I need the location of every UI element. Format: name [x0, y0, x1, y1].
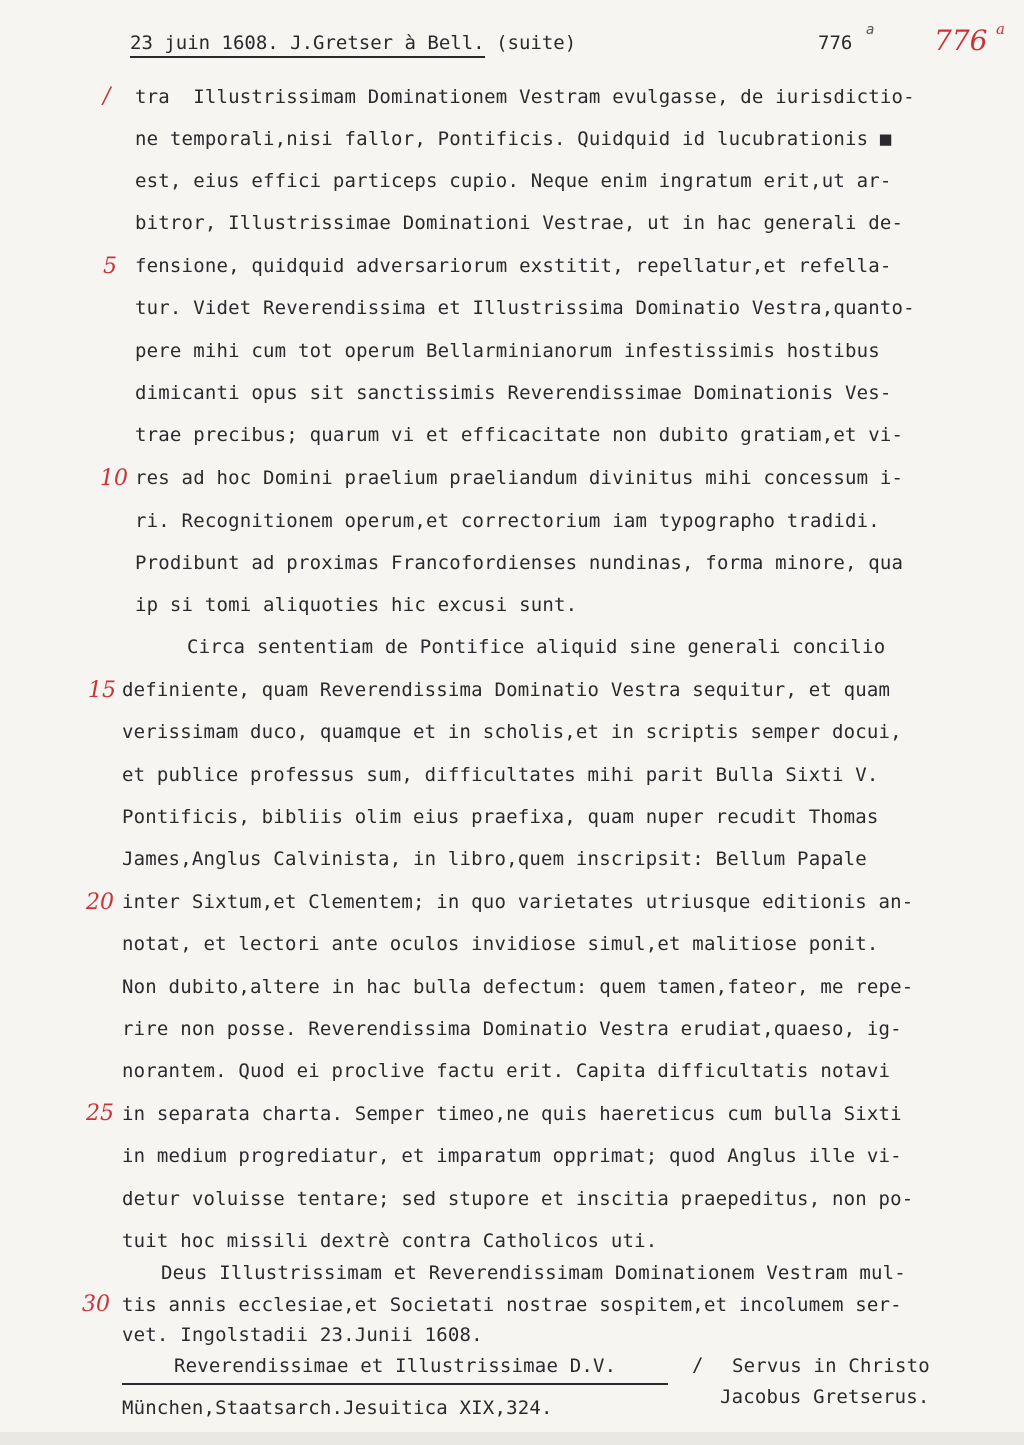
page-bottom-edge: [0, 1432, 1024, 1445]
text-line-20: inter Sixtum,et Clementem; in quo varietates utriusque editionis an-: [122, 891, 914, 913]
text-line-31: vet. Ingolstadii 23.Junii 1608.: [122, 1324, 483, 1346]
footer-source: München,Staatsarch.Jesuitica XIX,324.: [122, 1397, 553, 1419]
text-line-22: Non dubito,altere in hac bulla defectum: quem tamen,fateor, me repe-: [122, 976, 914, 998]
margin-number-10: 10: [100, 466, 128, 491]
text-line-26: in medium progrediatur, et imparatum opprimat; quod Anglus ille vi-: [122, 1145, 902, 1167]
margin-number-15: 15: [88, 678, 116, 703]
text-line-23: rire non posse. Reverendissima Dominatio Vestra erudiat,quaeso, ig-: [122, 1018, 902, 1040]
text-line-7: pere mihi cum tot operum Bellarminianorum infestissimis hostibus: [135, 340, 880, 362]
text-line-11: ri. Recognitionem operum,et correctorium iam typographo tradidi.: [135, 510, 880, 532]
header-title: 23 juin 1608. J.Gretser à Bell.: [130, 32, 485, 58]
margin-number-1: /: [103, 84, 111, 109]
text-line-3: est, eius effici particeps cupio. Neque enim ingratum erit,ut ar-: [135, 170, 892, 192]
text-line-25: in separata charta. Semper timeo,ne quis haereticus cum bulla Sixti: [122, 1103, 902, 1125]
text-line-5: fensione, quidquid adversariorum exstitit, repellatur,et refella-: [135, 255, 892, 277]
text-line-14: Circa sententiam de Pontifice aliquid sine generali concilio: [187, 636, 886, 658]
text-line-29: Deus Illustrissimam et Reverendissimam Dominationem Vestram mul-: [161, 1262, 906, 1284]
handwritten-page-suffix: a: [996, 20, 1005, 38]
text-line-18: Pontificis, bibliis olim eius praefixa, quam nuper recudit Thomas: [122, 806, 879, 828]
text-line-12: Prodibunt ad proximas Francofordienses nundinas, forma minore, qua: [135, 552, 904, 574]
text-line-27: detur voluisse tentare; sed stupore et inscitia praepeditus, non po-: [122, 1188, 914, 1210]
header-suite: (suite): [496, 32, 577, 54]
text-line-13: ip si tomi aliquoties hic excusi sunt.: [135, 594, 578, 616]
typed-page-number-suffix: a: [866, 22, 875, 38]
closing-separator: /: [692, 1354, 704, 1376]
text-line-4: bitror, Illustrissimae Dominationi Vestrae, ut in hac generali de-: [135, 212, 904, 234]
closing-servus: Servus in Christo: [732, 1355, 930, 1377]
text-line-1: tra Illustrissimam Dominationem Vestram evulgasse, de iurisdictio-: [135, 86, 915, 108]
page-header: [130, 32, 576, 54]
text-line-19: James,Anglus Calvinista, in libro,quem inscripsit: Bellum Papale: [122, 848, 867, 870]
margin-number-25: 25: [86, 1101, 114, 1126]
margin-number-20: 20: [86, 890, 114, 915]
text-line-6: tur. Videt Reverendissima et Illustrissima Dominatio Vestra,quanto-: [135, 297, 915, 319]
margin-number-30: 30: [82, 1292, 110, 1317]
text-line-9: trae precibus; quarum vi et efficacitate non dubito gratiam,et vi-: [135, 424, 904, 446]
text-line-8: dimicanti opus sit sanctissimis Reverendissimae Dominationis Ves-: [135, 382, 892, 404]
handwritten-page-number: 776: [934, 24, 988, 57]
text-line-10: res ad hoc Domini praelium praeliandum divinitus mihi concessum i-: [135, 467, 904, 489]
footer-rule: [122, 1383, 668, 1385]
closing-salutation: Reverendissimae et Illustrissimae D.V.: [174, 1355, 617, 1377]
closing-signature: Jacobus Gretserus.: [720, 1386, 930, 1408]
margin-number-5: 5: [103, 254, 117, 279]
text-line-2: ne temporali,nisi fallor, Pontificis. Quidquid id lucubrationis ■: [135, 128, 892, 150]
text-line-30: tis annis ecclesiae,et Societati nostrae sospitem,et incolumem ser-: [122, 1294, 902, 1316]
text-line-16: verissimam duco, quamque et in scholis,et in scriptis semper docui,: [122, 721, 902, 743]
text-line-21: notat, et lectori ante oculos invidiose simul,et malitiose ponit.: [122, 933, 879, 955]
text-line-24: norantem. Quod ei proclive factu erit. Capita difficultatis notavi: [122, 1060, 891, 1082]
text-line-17: et publice professus sum, difficultates mihi parit Bulla Sixti V.: [122, 764, 879, 786]
text-line-15: definiente, quam Reverendissima Dominatio Vestra sequitur, et quam: [122, 679, 891, 701]
text-line-28: tuit hoc missili dextrè contra Catholicos uti.: [122, 1230, 658, 1252]
typed-page-number: 776: [818, 32, 853, 54]
